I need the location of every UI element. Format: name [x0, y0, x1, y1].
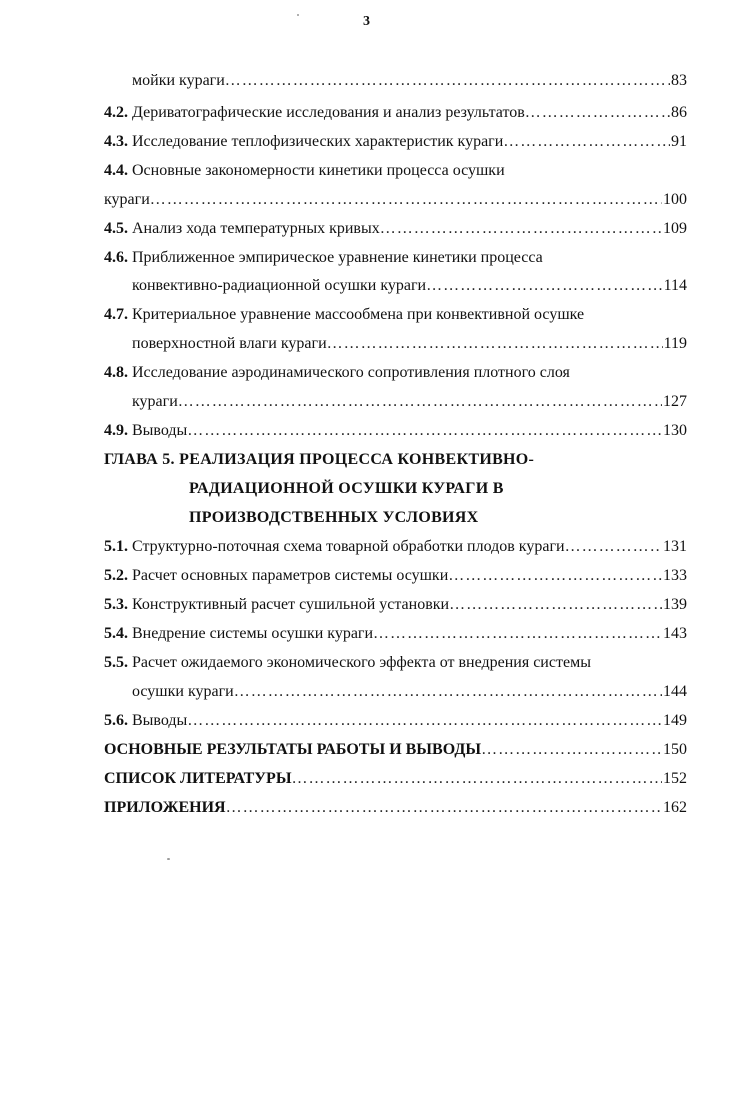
page-number: 3 [363, 14, 370, 29]
toc-entry-label [104, 536, 565, 558]
toc-page-number: 139 [663, 596, 687, 613]
toc-entry-4-7[interactable] [104, 304, 687, 326]
toc-entry-text: ОСНОВНЫЕ РЕЗУЛЬТАТЫ РАБОТЫ И ВЫВОДЫ [104, 741, 482, 758]
toc-page-number: 162 [663, 799, 687, 816]
toc-entry-text: Конструктивный расчет сушильной установки [132, 596, 450, 613]
toc-entry-text: кураги [132, 393, 178, 410]
toc-entry-text: мойки кураги [132, 72, 225, 89]
leader-dots [449, 594, 662, 616]
scan-speck [297, 14, 299, 16]
section-number: 5.5. [104, 654, 128, 671]
toc-entry-4-9[interactable] [104, 420, 687, 442]
leader-dots [150, 189, 662, 211]
toc-entry-references[interactable] [104, 768, 687, 790]
section-number: 5.4. [104, 625, 128, 642]
toc-entry-4-8[interactable] [104, 362, 687, 384]
section-number: 5.6. [104, 712, 128, 729]
toc-entry-4-4-cont[interactable] [104, 189, 687, 211]
toc-entry-text: поверхностной влаги кураги [132, 335, 327, 352]
leader-dots [373, 623, 662, 645]
toc-page-number: 130 [663, 422, 687, 439]
toc-entry-label [104, 131, 503, 153]
section-number: 4.2. [104, 104, 128, 121]
toc-entry-text: конвективно-радиационной осушки кураги [132, 277, 427, 294]
toc-entry-text: осушки кураги [132, 683, 234, 700]
toc-entry-label [104, 623, 373, 645]
chapter-heading-text: ГЛАВА 5. РЕАЛИЗАЦИЯ ПРОЦЕССА КОНВЕКТИВНО- [104, 451, 535, 468]
toc-entry-text: Расчет ожидаемого экономического эффекта от внедрения системы [132, 654, 591, 671]
leader-dots [481, 739, 662, 761]
toc-entry-label [104, 594, 449, 616]
toc-entry-text: Внедрение системы осушки кураги [132, 625, 374, 642]
toc-entry-text: Критериальное уравнение массообмена при конвективной осушке [132, 306, 585, 323]
toc-entry-label [104, 565, 448, 587]
leader-dots [380, 218, 662, 240]
toc-entry-5-1[interactable] [104, 536, 687, 558]
toc-entry-label [104, 102, 525, 124]
toc-entry-label [104, 420, 187, 442]
toc-page-number: 119 [663, 335, 687, 352]
leader-dots [226, 797, 662, 819]
toc-entry-4-1-cont[interactable] [132, 70, 687, 92]
section-number: 5.2. [104, 567, 128, 584]
scan-speck [167, 858, 170, 860]
toc-entry-4-6-cont[interactable] [132, 275, 687, 297]
toc-page-number: 150 [663, 741, 687, 758]
toc-entry-5-5[interactable] [104, 652, 687, 674]
toc-entry-label [104, 218, 380, 240]
toc-entry-text: Основные закономерности кинетики процесса осушки [132, 162, 505, 179]
toc-entry-label [104, 304, 584, 326]
toc-entry-text: кураги [104, 191, 150, 208]
toc-entry-text: Структурно-поточная схема товарной обработки плодов кураги [132, 538, 565, 555]
toc-page-number: 133 [663, 567, 687, 584]
leader-dots [503, 131, 670, 153]
toc-entry-4-2[interactable] [104, 102, 687, 124]
toc-entry-4-7-cont[interactable] [132, 333, 687, 355]
section-number: 4.3. [104, 133, 128, 150]
leader-dots [234, 681, 662, 703]
toc-entry-results[interactable] [104, 739, 687, 761]
toc-page-number: 127 [663, 393, 687, 410]
toc-page-number: 100 [663, 191, 687, 208]
leader-dots [225, 70, 670, 92]
toc-entry-text: Выводы [132, 422, 188, 439]
leader-dots [448, 565, 662, 587]
toc-entry-text: Дериватографические исследования и анализ результатов [132, 104, 525, 121]
toc-entry-text: ПРИЛОЖЕНИЯ [104, 799, 226, 816]
leader-dots [178, 391, 662, 413]
leader-dots [187, 420, 662, 442]
chapter-5-heading-line3[interactable] [189, 507, 687, 529]
toc-entry-text: Выводы [132, 712, 188, 729]
toc-entry-text: Расчет основных параметров системы осушки [132, 567, 449, 584]
toc-entry-4-5[interactable] [104, 218, 687, 240]
toc-entry-4-8-cont[interactable] [132, 391, 687, 413]
toc-page-number: 83 [671, 72, 687, 89]
toc-page-number: 149 [663, 712, 687, 729]
toc-entry-5-6[interactable] [104, 710, 687, 732]
toc-page-number: 131 [663, 538, 687, 555]
leader-dots [327, 333, 663, 355]
toc-entry-4-3[interactable] [104, 131, 687, 153]
toc-entry-5-2[interactable] [104, 565, 687, 587]
leader-dots [525, 102, 670, 124]
toc-page-number: 143 [663, 625, 687, 642]
section-number: 4.4. [104, 162, 128, 179]
toc-entry-5-5-cont[interactable] [132, 681, 687, 703]
toc-page-number: 144 [663, 683, 687, 700]
chapter-heading-text: ПРОИЗВОДСТВЕННЫХ УСЛОВИЯХ [189, 509, 479, 526]
leader-dots [565, 536, 662, 558]
toc-entry-5-4[interactable] [104, 623, 687, 645]
section-number: 4.6. [104, 249, 128, 266]
toc-page-number: 114 [663, 277, 687, 294]
toc-entry-text: Приближенное эмпирическое уравнение кинетики процесса [132, 249, 543, 266]
chapter-5-heading-line1[interactable] [104, 449, 687, 471]
chapter-5-heading-line2[interactable] [189, 478, 687, 500]
leader-dots [426, 275, 663, 297]
section-number: 4.5. [104, 220, 128, 237]
section-number: 4.8. [104, 364, 128, 381]
leader-dots [292, 768, 662, 790]
toc-entry-text: Исследование аэродинамического сопротивления плотного слоя [132, 364, 570, 381]
toc-entry-4-4[interactable] [104, 160, 687, 182]
toc-entry-label [104, 362, 570, 384]
toc-page-number: 152 [663, 770, 687, 787]
toc-entry-text: Исследование теплофизических характеристик кураги [132, 133, 504, 150]
toc-page-number: 86 [671, 104, 687, 121]
toc-entry-4-6[interactable] [104, 247, 687, 269]
toc-entry-5-3[interactable] [104, 594, 687, 616]
toc-entry-label [104, 160, 505, 182]
section-number: 4.9. [104, 422, 128, 439]
section-number: 5.1. [104, 538, 128, 555]
toc-entry-appendices[interactable] [104, 797, 687, 819]
leader-dots [187, 710, 662, 732]
toc-entry-text: СПИСОК ЛИТЕРАТУРЫ [104, 770, 292, 787]
toc-entry-label [104, 652, 591, 674]
toc-page-number: 91 [671, 133, 687, 150]
section-number: 4.7. [104, 306, 128, 323]
section-number: 5.3. [104, 596, 128, 613]
toc-entry-label [104, 247, 543, 269]
toc-entry-text: Анализ хода температурных кривых [132, 220, 380, 237]
chapter-heading-text: РАДИАЦИОННОЙ ОСУШКИ КУРАГИ В [189, 480, 504, 497]
toc-page-number: 109 [663, 220, 687, 237]
toc-entry-label [104, 710, 187, 732]
